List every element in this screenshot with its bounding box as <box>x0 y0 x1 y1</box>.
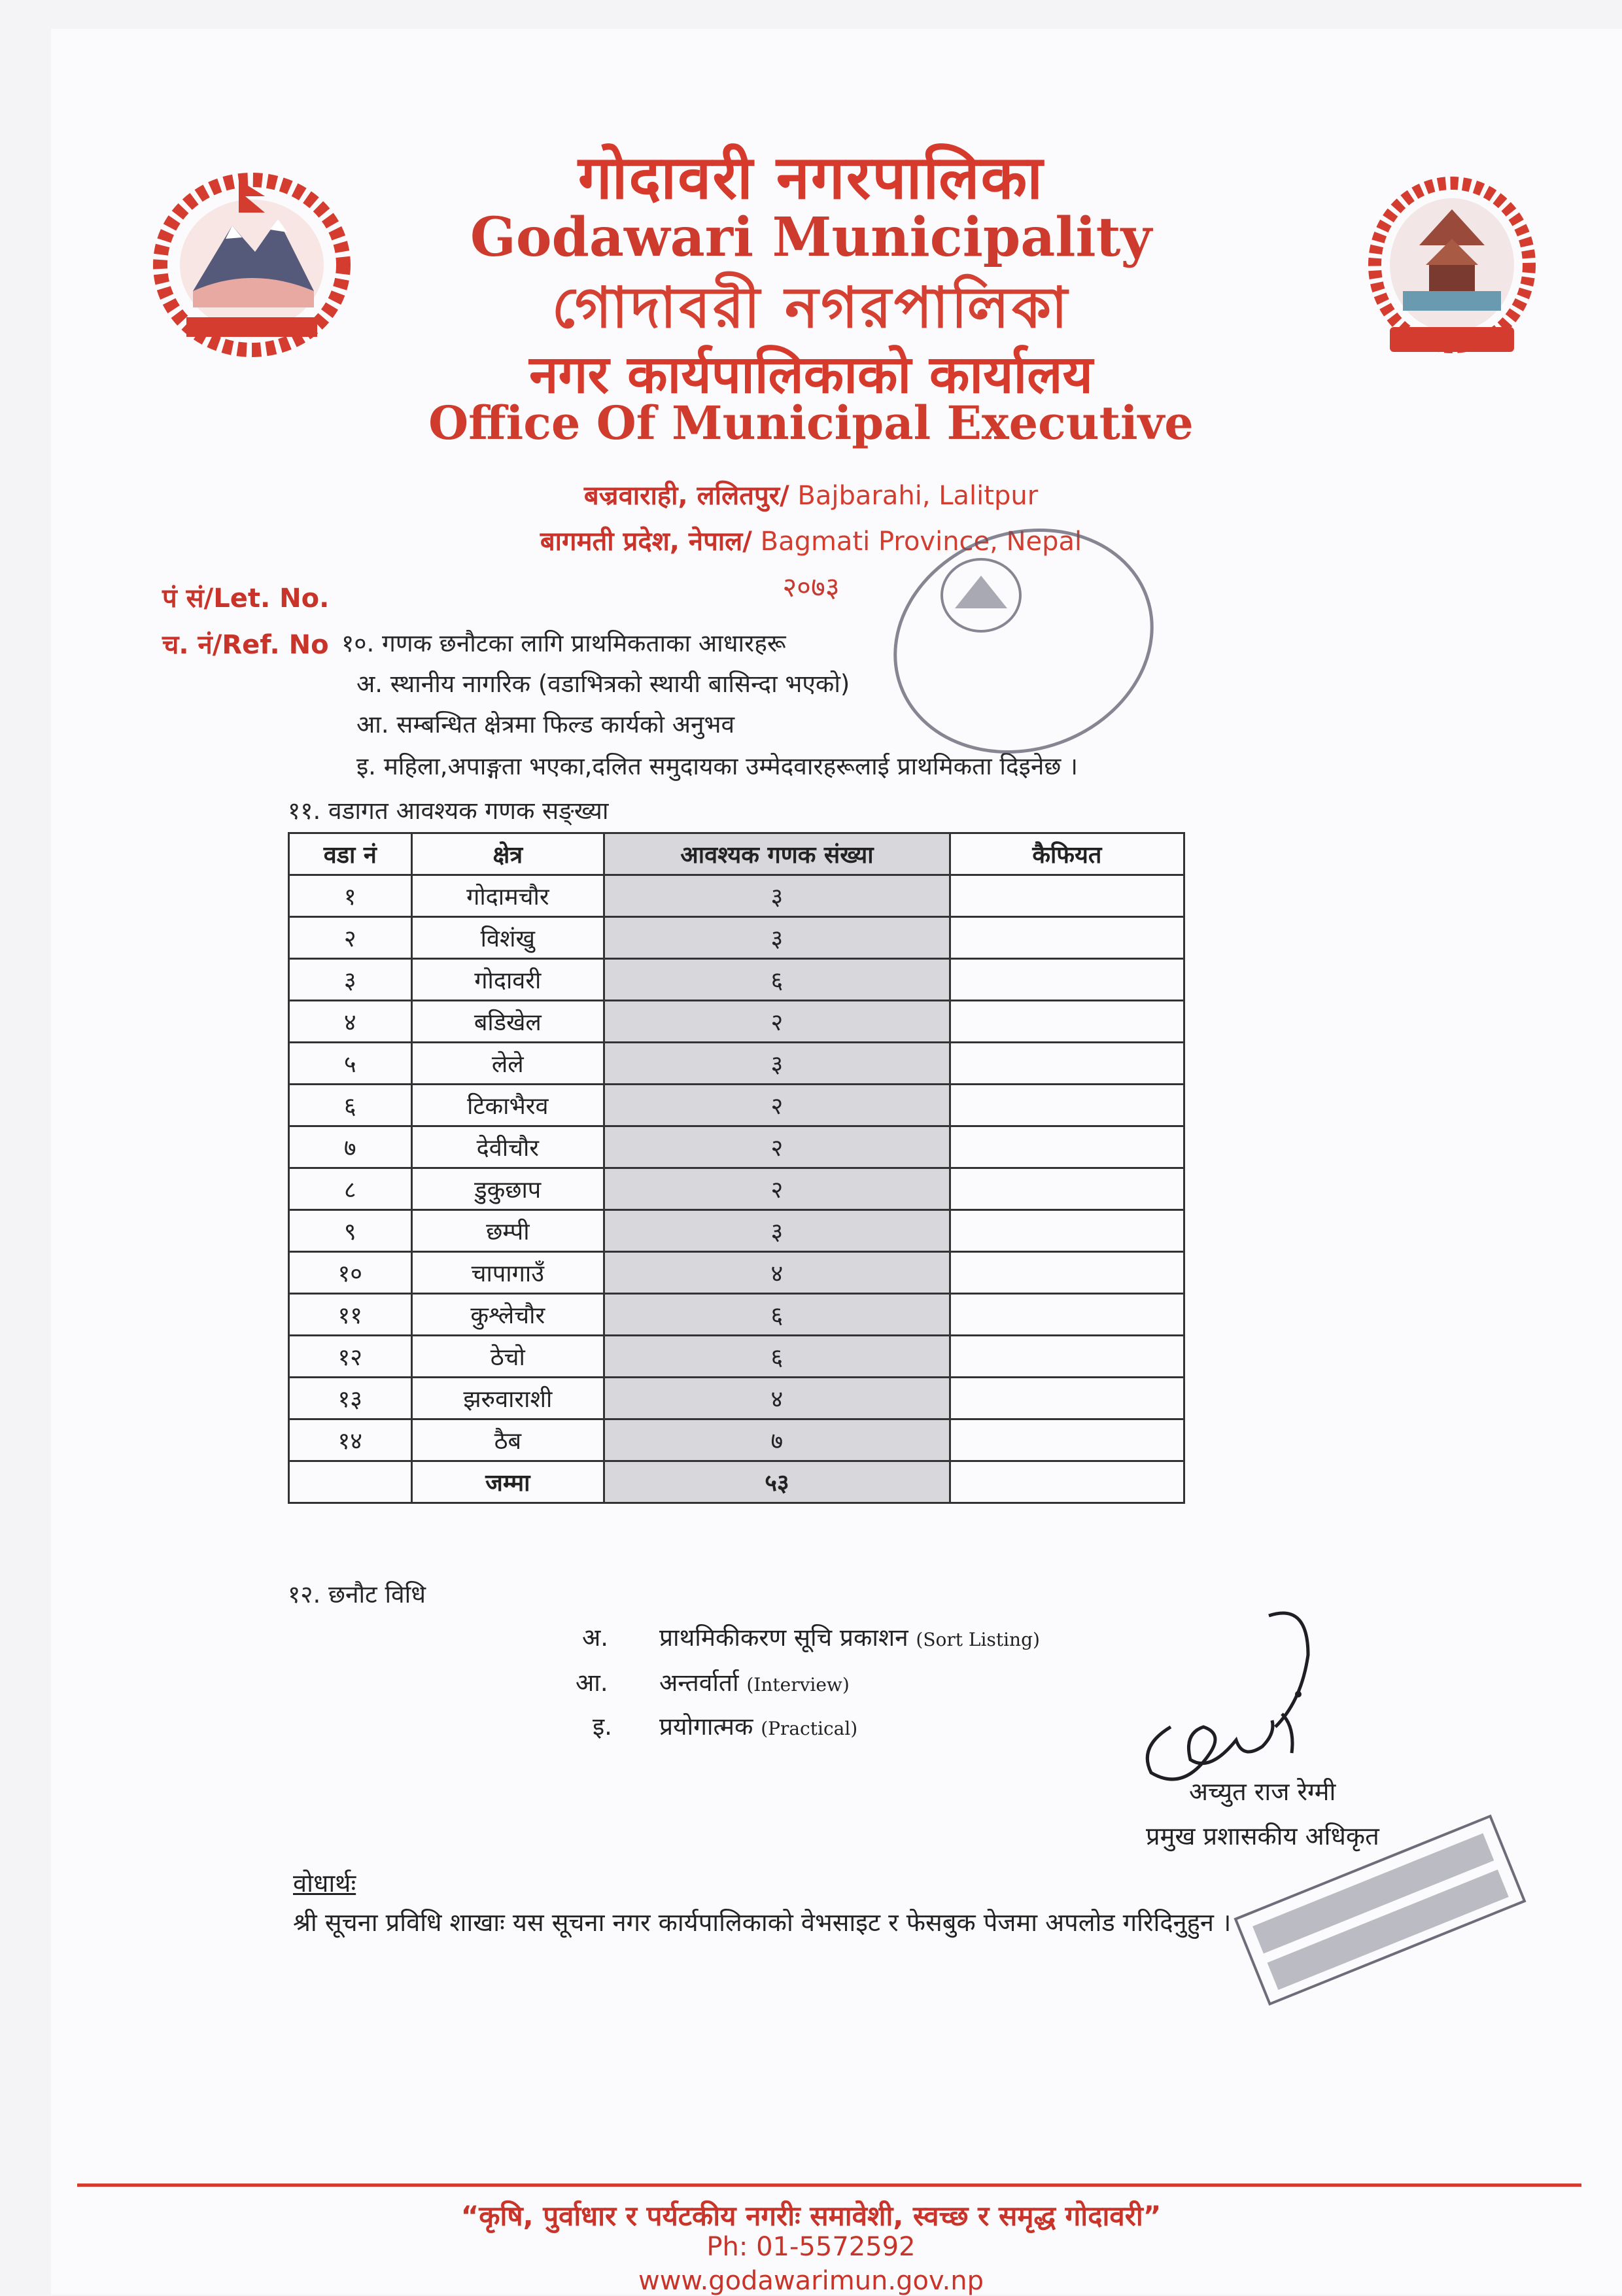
table-total-row <box>289 1461 1184 1503</box>
address-line-1-en: Bajbarahi, Lalitpur <box>797 481 1039 511</box>
remarks-cell <box>950 1210 1184 1252</box>
method-index-a: अ. <box>582 1624 609 1652</box>
header-ward-no: वडा नं <box>289 833 412 875</box>
table-row <box>289 875 1184 917</box>
table-row <box>289 1336 1184 1378</box>
remarks-cell <box>950 1294 1184 1336</box>
municipality-name-english: Godawari Municipality <box>470 206 1152 269</box>
municipality-name-nepali: गोदावरी नगरपालिका <box>578 142 1044 213</box>
table-row <box>289 1085 1184 1126</box>
remarks-cell <box>950 1001 1184 1043</box>
method-label: अन्तर्वार्ता <box>659 1669 739 1697</box>
area-cell: झरुवाराशी <box>411 1378 604 1419</box>
remarks-cell <box>950 1378 1184 1419</box>
area-cell: डुकुछाप <box>411 1168 604 1210</box>
address-line-2 <box>0 522 1622 558</box>
section-10-item-a: अ. स्थानीय नागरिक (वडाभित्रको स्थायी बासिन्दा भएको) <box>356 670 850 698</box>
for-information-heading: वोधार्थः <box>293 1869 356 1898</box>
area-cell: ठेचो <box>411 1336 604 1378</box>
ward-cell: ७ <box>289 1126 412 1168</box>
area-cell: कुश्लेचौर <box>411 1294 604 1336</box>
address-line-1 <box>0 476 1622 512</box>
count-cell: ३ <box>604 1210 950 1252</box>
header-required-count: आवश्यक गणक संख्या <box>604 833 950 875</box>
table-row <box>289 1168 1184 1210</box>
count-cell: ४ <box>604 1252 950 1294</box>
area-cell: देवीचौर <box>411 1126 604 1168</box>
ward-cell: ५ <box>289 1043 412 1085</box>
table-row <box>289 959 1184 1001</box>
table-row <box>289 1210 1184 1252</box>
section-12-title: १२. छनौट विधि <box>288 1580 426 1609</box>
office-name-english: Office Of Municipal Executive <box>428 396 1194 450</box>
count-cell: ३ <box>604 917 950 959</box>
area-cell: टिकाभैरव <box>411 1085 604 1126</box>
remarks-cell <box>950 1043 1184 1085</box>
remarks-cell <box>950 959 1184 1001</box>
section-10-item-aa: आ. सम्बन्धित क्षेत्रमा फिल्ड कार्यको अनुभव <box>356 710 735 739</box>
table-row <box>289 917 1184 959</box>
method-interview <box>659 1665 850 1698</box>
remarks-cell <box>950 1126 1184 1168</box>
remarks-cell <box>950 1252 1184 1294</box>
area-cell: लेले <box>411 1043 604 1085</box>
ward-cell: १२ <box>289 1336 412 1378</box>
section-10-title: १०. गणक छनौटका लागि प्राथमिकताका आधारहरू <box>341 629 786 657</box>
it-section-notice: श्री सूचना प्रविधि शाखाः यस सूचना नगर कार्यपालिकाको वेभसाइट र फेसबुक पेजमा अपलोड गरिदिनुहुन । <box>293 1908 1232 1937</box>
method-label-en: (Sort Listing) <box>916 1629 1040 1650</box>
area-cell: गोदावरी <box>411 959 604 1001</box>
office-name-nepali: नगर कार्यपालिकाको कार्यालय <box>529 344 1093 405</box>
remarks-cell <box>950 1336 1184 1378</box>
remarks-cell <box>950 1085 1184 1126</box>
count-cell: ६ <box>604 959 950 1001</box>
remarks-cell <box>950 1419 1184 1461</box>
ward-cell: १ <box>289 875 412 917</box>
area-cell: छम्पी <box>411 1210 604 1252</box>
count-cell: ४ <box>604 1378 950 1419</box>
area-cell: बडिखेल <box>411 1001 604 1043</box>
signatory-title: प्रमुख प्रशासकीय अधिकृत <box>1146 1822 1379 1851</box>
address-line-2-en: Bagmati Province, Nepal <box>760 527 1082 557</box>
footer-website: www.godawarimun.gov.np <box>638 2266 984 2296</box>
reference-number-label: च. नं/Ref. No <box>162 630 329 660</box>
address-line-1-np: बज्रवाराही, ललितपुर/ <box>583 481 789 511</box>
count-cell: ३ <box>604 1043 950 1085</box>
footer-divider <box>77 2183 1581 2187</box>
ward-cell: १० <box>289 1252 412 1294</box>
ward-cell: २ <box>289 917 412 959</box>
total-label-cell: जम्मा <box>411 1461 604 1503</box>
header-year: २०७३ <box>782 571 840 603</box>
letter-number-label: पं सं/Let. No. <box>162 583 330 614</box>
method-label: प्राथमिकीकरण सूचि प्रकाशन <box>659 1624 908 1652</box>
ward-enumerator-table <box>288 832 1185 1504</box>
remarks-cell <box>950 917 1184 959</box>
count-cell: २ <box>604 1126 950 1168</box>
designation-stamp-icon <box>1216 1812 1544 2008</box>
ward-cell: ११ <box>289 1294 412 1336</box>
count-cell: ३ <box>604 875 950 917</box>
area-cell: ठैब <box>411 1419 604 1461</box>
remarks-cell <box>950 875 1184 917</box>
ward-cell: ३ <box>289 959 412 1001</box>
count-cell: २ <box>604 1001 950 1043</box>
office-stamp-icon <box>883 523 1164 759</box>
table-row <box>289 1126 1184 1168</box>
method-label-en: (Interview) <box>746 1674 850 1696</box>
area-cell: चापागाउँ <box>411 1252 604 1294</box>
header-remarks: कैफियत <box>950 833 1184 875</box>
method-sort-listing <box>659 1620 1040 1653</box>
address-line-2-np: बागमती प्रदेश, नेपाल/ <box>540 527 752 557</box>
count-cell: ७ <box>604 1419 950 1461</box>
method-label: प्रयोगात्मक <box>659 1713 753 1741</box>
table-row <box>289 1043 1184 1085</box>
table-row <box>289 1294 1184 1336</box>
ward-cell: ४ <box>289 1001 412 1043</box>
ward-cell: १४ <box>289 1419 412 1461</box>
count-cell: २ <box>604 1085 950 1126</box>
area-cell: गोदामचौर <box>411 875 604 917</box>
ward-cell: ८ <box>289 1168 412 1210</box>
count-cell: ६ <box>604 1336 950 1378</box>
footer-phone: Ph: 01-5572592 <box>706 2232 916 2262</box>
count-cell: ६ <box>604 1294 950 1336</box>
table-header-row <box>289 833 1184 875</box>
footer-slogan: “कृषि, पुर्वाधार र पर्यटकीय नगरीः समावेशी, स्वच्छ र समृद्ध गोदावरी” <box>460 2200 1162 2232</box>
total-count-cell: ५३ <box>604 1461 950 1503</box>
method-practical <box>659 1709 857 1742</box>
municipality-name-newari: গোদাবরী নগরপালিকা <box>551 275 1071 341</box>
total-remarks-cell <box>950 1461 1184 1503</box>
ward-cell: ६ <box>289 1085 412 1126</box>
table-row <box>289 1001 1184 1043</box>
section-10-item-i: इ. महिला,अपाङ्गता भएका,दलित समुदायका उम्मेदवारहरूलाई प्राथमिकता दिइनेछ । <box>356 752 1078 780</box>
ward-cell: १३ <box>289 1378 412 1419</box>
table-row <box>289 1419 1184 1461</box>
area-cell: विशंखु <box>411 917 604 959</box>
section-11-title: ११. वडागत आवश्यक गणक सङ्ख्या <box>288 797 609 825</box>
method-index-aa: आ. <box>576 1669 608 1697</box>
total-ward-cell <box>289 1461 412 1503</box>
table-row <box>289 1378 1184 1419</box>
method-label-en: (Practical) <box>761 1718 858 1739</box>
header-area: क्षेत्र <box>411 833 604 875</box>
ward-cell: ९ <box>289 1210 412 1252</box>
method-index-i: इ. <box>593 1713 612 1741</box>
signatory-name: अच्युत राज रेग्मी <box>1189 1777 1336 1806</box>
remarks-cell <box>950 1168 1184 1210</box>
table-row <box>289 1252 1184 1294</box>
count-cell: २ <box>604 1168 950 1210</box>
